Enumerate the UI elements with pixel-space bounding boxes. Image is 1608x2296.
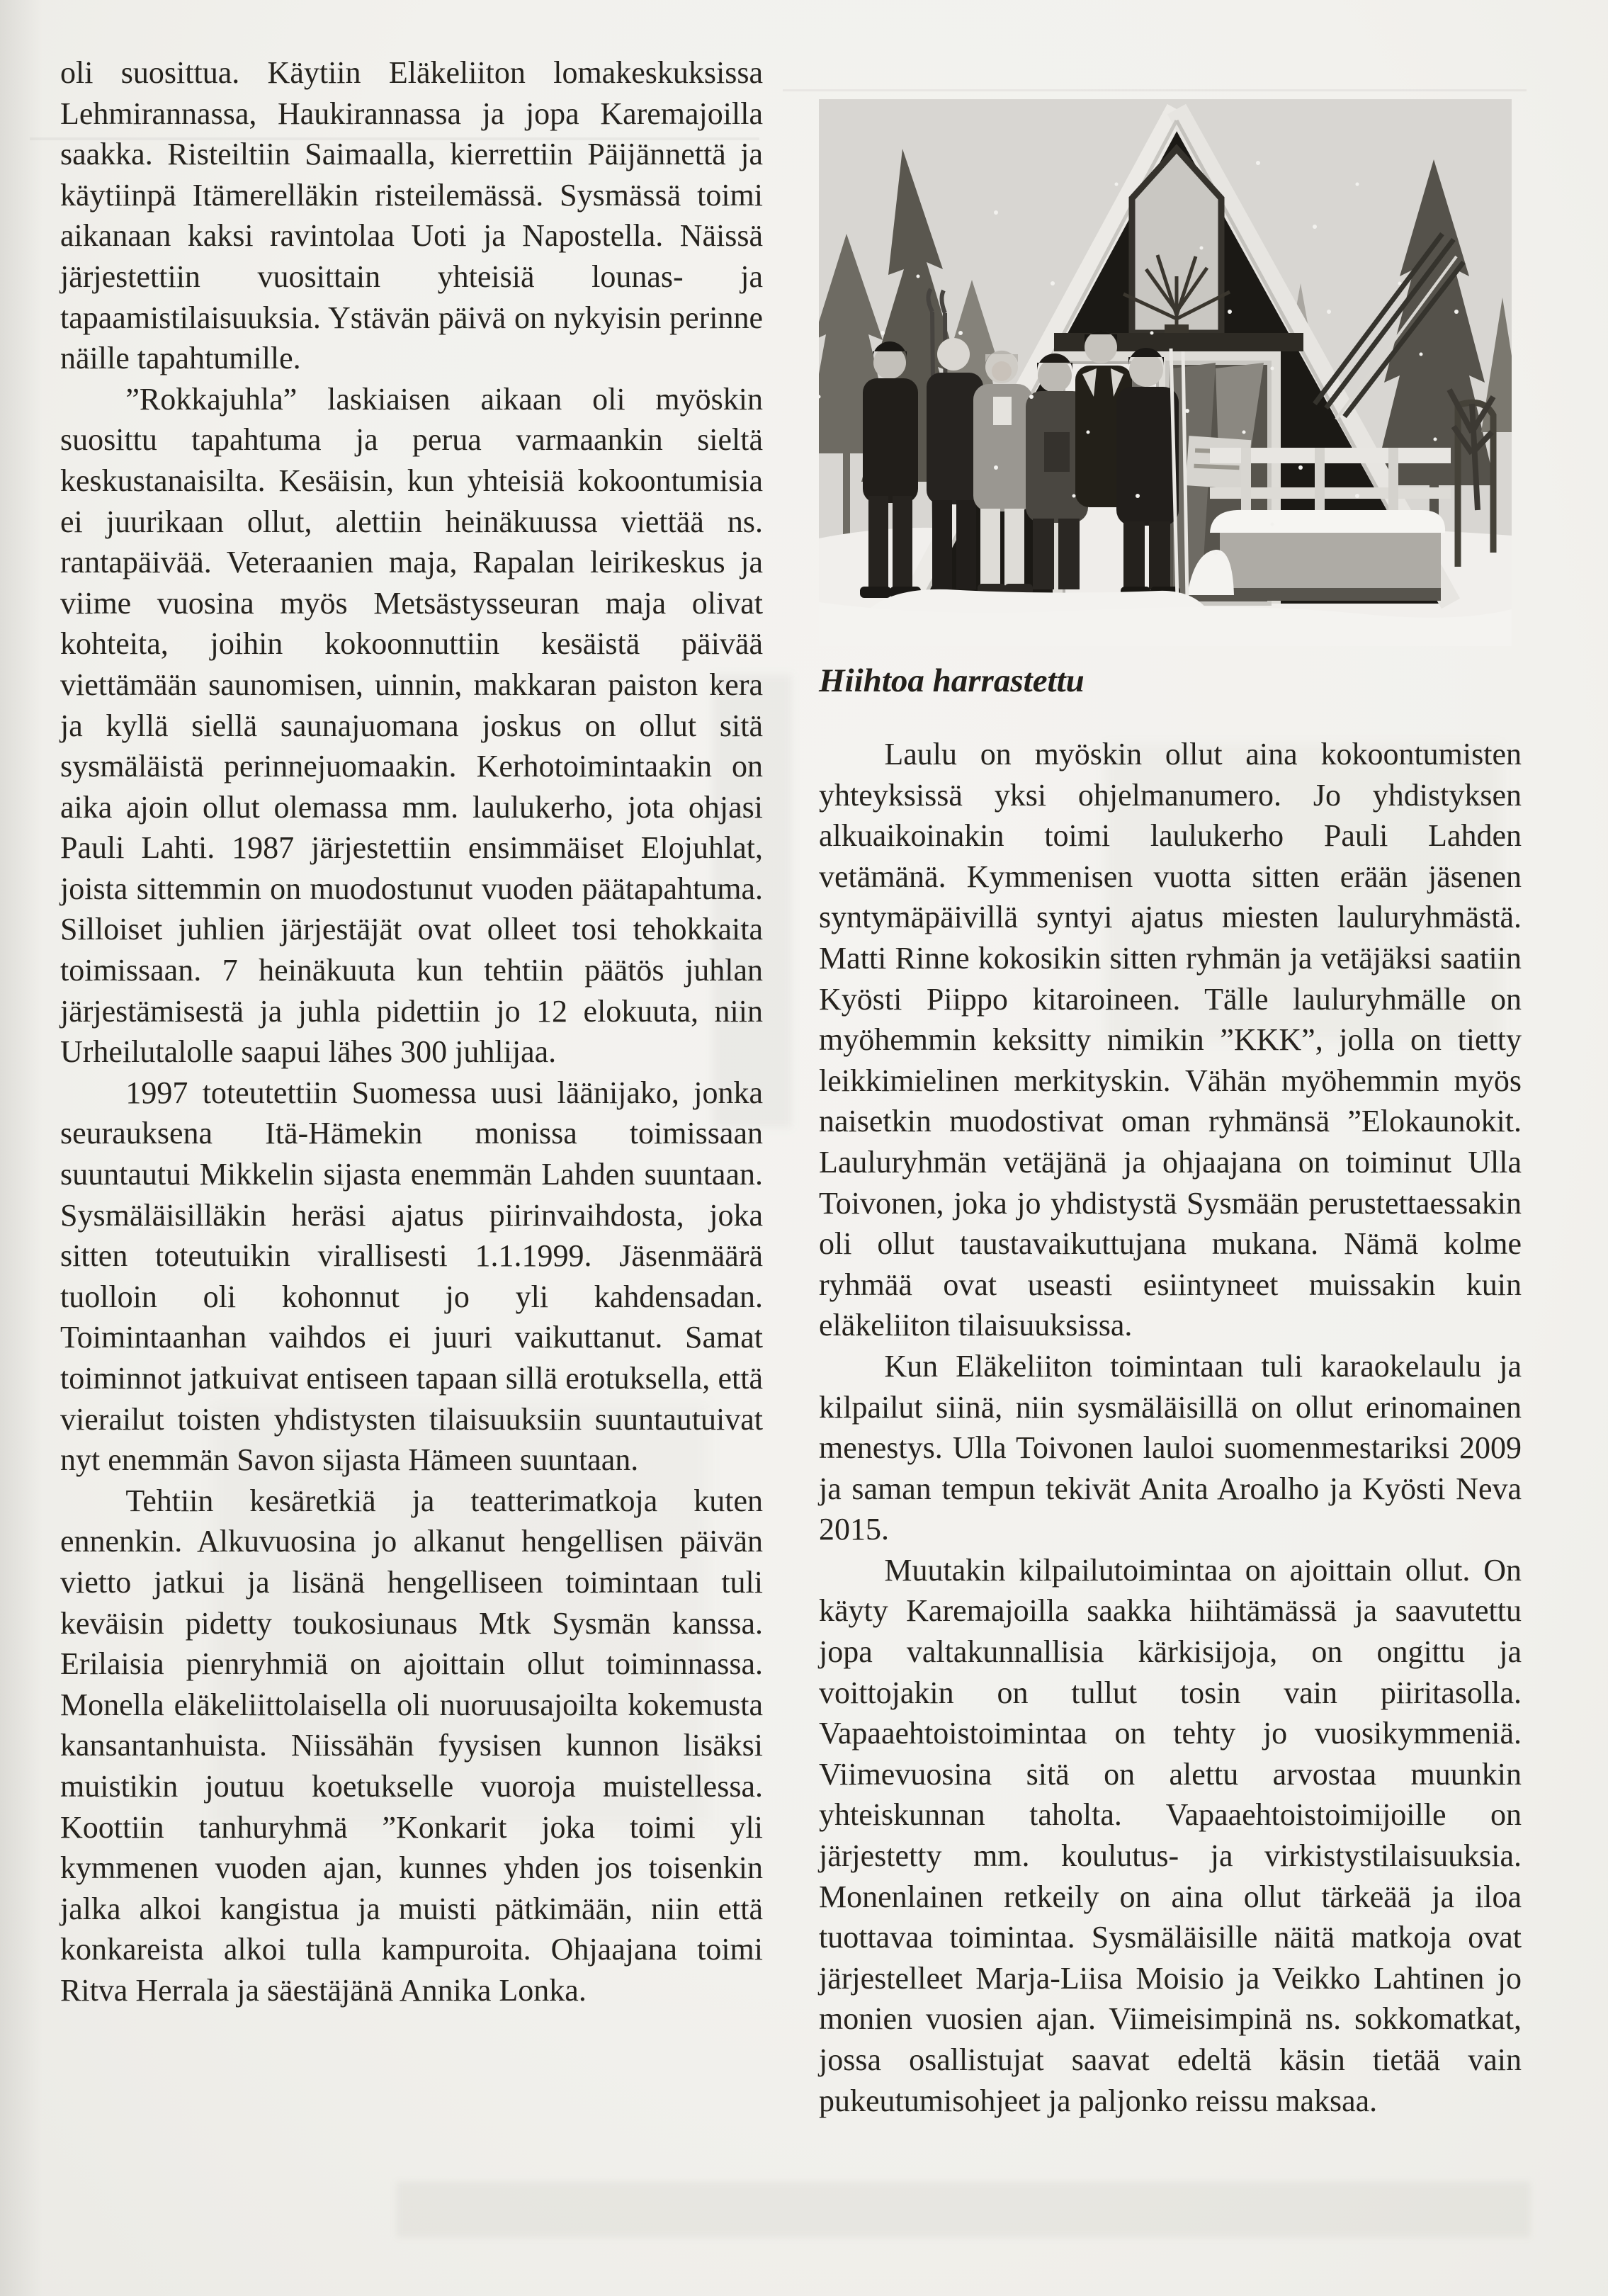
body-paragraph: Kun Eläkeliiton toimintaan tuli karaokelaulu ja kilpailut siinä, niin sysmäläisillä on ollut erinomainen menestys. Ulla Toivonen lauloi suomenmestariksi 2009 ja saman tempun tekivät Anita Aroalho ja Kyösti Neva 2015. <box>819 1348 1522 1547</box>
body-paragraph: Tehtiin kesäretkiä ja teatterimatkoja kuten ennenkin. Alkuvuosina jo alkanut hengellisen päivän vietto jatkui ja lisänä hengelliseen toimintaan tuli keväisin pidetty toukosiunaus Mtk Sysmän kanssa. Erilaisia pienryhmiä on ajoittain ollut toiminnassa. Monella eläkeliittolaisella oli nuoruusajoilta kokemusta kansantanhuista. Niissähän fyysisen kunnon lisäksi muistikin joutuu koetukselle vuoroja muistellessa. Koottiin tanhuryhmä ”Konkarit joka toimi yli kymmenen vuoden ajan, kunnes yhden jos toisenkin jalka alkoi kangistua ja muisti pätkimään, niin että konkareista alkoi tulla kampuroita. Ohjaajana toimi Ritva Herrala ja säestäjänä Annika Lonka. <box>60 1483 763 2008</box>
bleedthrough-artifact <box>783 89 1527 91</box>
body-paragraph: Laulu on myöskin ollut aina kokoontumisten yhteyksissä yksi ohjelmanumero. Jo yhdistyksen alkuaikoinakin toimi laulukerho Pauli Lahden vetämänä. Kymmenisen vuotta sitten erään jäsenen syntymäpäivillä syntyi ajatus miesten lauluryhmästä. Matti Rinne kokosikin sitten ryhmän ja vetäjäksi saatiin Kyösti Piippo kitaroineen. Tälle lauluryhmälle on myöhemmin keksitty nimikin ”KKK”, jolla on tietty leikkimielinen merkityskin. Vähän myöhemmin myös naisetkin muodostivat oman ryhmänsä ”Elokaunokit. Lauluryhmän vetäjänä ja ohjaajana on toiminut Ulla Toivonen, joka jo yhdistystä Sysmään perustettaessakin oli ollut taustavaikuttujana mukana. Nämä kolme ryhmää ovat useasti esiintyneet muissakin kuin eläkeliiton tilaisuuksissa. <box>819 737 1522 1343</box>
right-text-column <box>819 734 1522 2121</box>
body-paragraph: ”Rokkajuhla” laskiaisen aikaan oli myöskin suosittu tapahtuma ja perua varmaankin sieltä keskustanaisilta. Kesäisin, kun yhteisiä kokoontumisia ei juurikaan ollut, alettiin heinäkuussa viettää ns. rantapäivää. Veteraanien maja, Rapalan leirikeskus ja viime vuosina myös Metsästysseuran maja olivat kohteita, joihin kokoonnuttiin kesäistä päivää viettämään saunomisen, uinnin, makkaran paiston kera ja kyllä siellä saunajuomana joskus on ollut sitä sysmäläistä perinnejuomaakin. Kerhotoimintaakin on aika ajoin ollut olemassa mm. laulukerho, jota ohjasi Pauli Lahti. 1987 järjestettiin ensimmäiset Elojuhlat, joista sittemmin on muodostunut vuoden päätapahtuma. Silloiset juhlien järjestäjät ovat olleet tosi tehokkaita toimissaan. 7 heinäkuuta kun tehtiin päätös juhlan järjestämisestä ja juhla pidettiin jo 12 elokuuta, niin Urheilutalolle saapui lähes 300 juhlijaa. <box>60 381 763 1070</box>
left-text-column <box>60 52 763 2011</box>
photo-caption: Hiihtoa harrastettu <box>819 662 1085 699</box>
right-column <box>819 99 1522 2121</box>
bleedthrough-artifact <box>397 2182 1530 2237</box>
body-paragraph: oli suosittua. Käytiin Eläkeliiton lomakeskuksissa Lehmirannassa, Haukirannassa ja jopa Karemajoilla saakka. Risteiltiin Saimaalla, kierrettiin Päijännettä ja käytiinpä Itämerelläkin risteilemässä. Sysmässä toimi aikanaan kaksi ravintolaa Uoti ja Napostella. Näissä järjestettiin vuosittain yhteisiä lounas- ja tapaamistilaisuuksia. Ystävän päivä on nykyisin perinne näille tapahtumille. <box>60 55 763 376</box>
ski-trip-photo <box>819 99 1512 646</box>
snow-covered-box <box>1187 510 1445 601</box>
body-paragraph: Muutakin kilpailutoimintaa on ajoittain ollut. On käyty Karemajoilla saakka hiihtämässä ja saavutettu jopa valtakunnallisia kärkisijoja, on ongittu ja voittojakin on tullut tosin vain piiritasolla. Vapaaehtoistoimintaa on tehty jo vuosikymmeniä. Viimevuosina sitä on alettu arvostaa muunkin yhteiskunnan taholta. Vapaaehtoistoimijoille on järjestetty mm. koulutus- ja virkistystilaisuuksia. Monenlainen retkeily on aina ollut tärkeää ja iloa tuottavaa toimintaa. Sysmäläisille näitä matkoja ovat järjestelleet Marja-Liisa Moisio ja Veikko Lahtinen jo monien vuosien ajan. Viimeisimpinä ns. sokkomatkat, jossa osallistujat saavat edeltä käsin tietää vain pukeutumisohjeet ja paljonko reissu maksaa. <box>819 1552 1522 2118</box>
body-paragraph: 1997 toteutettiin Suomessa uusi läänijako, jonka seurauksena Itä-Hämekin monissa toimissaan suuntautui Mikkelin sijasta enemmän Lahden suuntaan. Sysmäläisilläkin heräsi ajatus piirinvaihdosta, joka sitten toteutuikin virallisesti 1.1.1999. Jäsenmäärä tuolloin oli kohonnut jo yli kahdensadan. Toimintaanhan vaihdos ei juuri vaikuttanut. Samat toiminnot jatkuivat entiseen tapaan sillä erotuksella, että vierailut toisten yhdistysten tilaisuuksiin suuntautuivat nyt enemmän Savon sijasta Hämeen suuntaan. <box>60 1075 763 1478</box>
page-gutter-shadow <box>0 0 43 2296</box>
